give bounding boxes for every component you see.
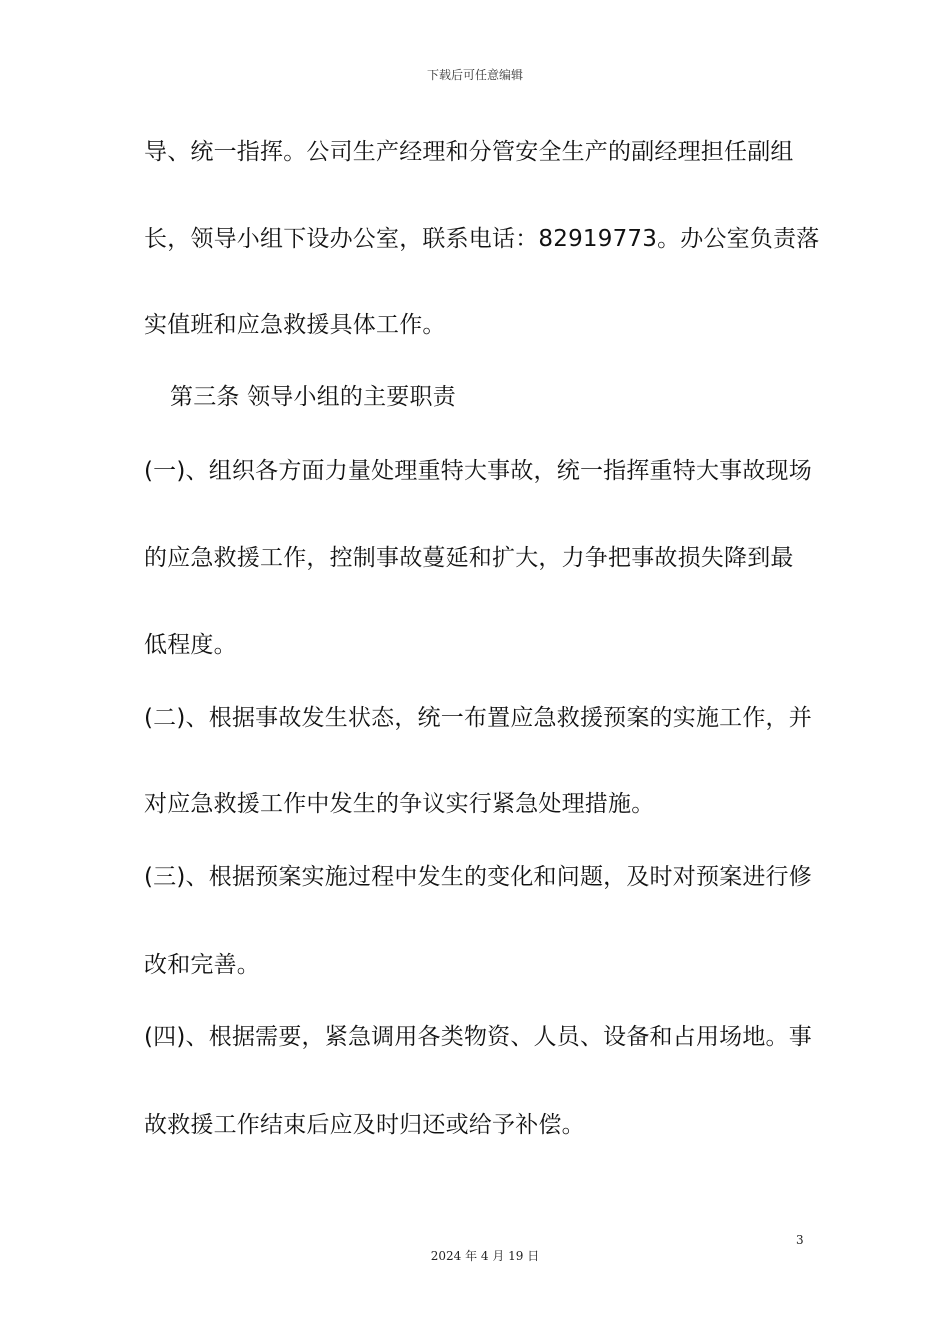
body-line-12: (四)、根据需要，紧急调用各类物资、人员、设备和占用场地。事 [144,1024,812,1050]
body-line-5: (一)、组织各方面力量处理重特大事故，统一指挥重特大事故现场 [144,458,812,484]
body-line-13: 故救援工作结束后应及时归还或给予补偿。 [144,1112,585,1138]
section-heading: 第三条 领导小组的主要职责 [170,384,456,410]
body-line-11: 改和完善。 [144,952,260,978]
page-header: 下载后可任意编辑 [426,68,523,82]
body-line-3: 实值班和应急救援具体工作。 [144,312,446,338]
body-line-9: 对应急救援工作中发生的争议实行紧急处理措施。 [144,791,655,817]
body-line-1: 导、统一指挥。公司生产经理和分管安全生产的副经理担任副组 [144,139,794,165]
body-line-6: 的应急救援工作，控制事故蔓延和扩大，力争把事故损失降到最 [144,545,794,571]
page-number: 3 [796,1233,804,1247]
body-line-7: 低程度。 [144,632,237,658]
body-line-10: (三)、根据预案实施过程中发生的变化和问题，及时对预案进行修 [144,864,812,890]
footer-date: 2024 年 4 月 19 日 [430,1249,540,1263]
body-line-2: 长，领导小组下设办公室，联系电话：82919773。办公室负责落 [144,226,820,252]
body-line-8: (二)、根据事故发生状态，统一布置应急救援预案的实施工作，并 [144,705,812,731]
